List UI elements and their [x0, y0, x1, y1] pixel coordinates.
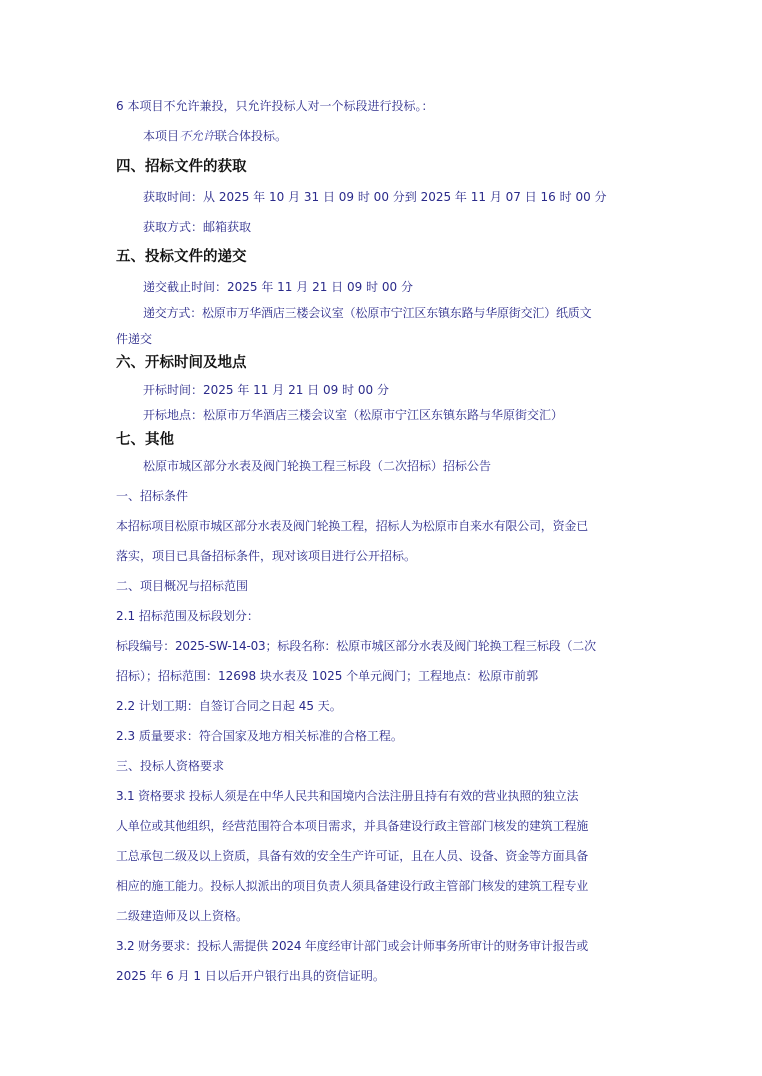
financial-text-line-1: 3.2 财务要求：投标人需提供 2024 年度经审计部门或会计师事务所审计的财务审计报告或 [116, 939, 589, 953]
opening-place: 开标地点：松原市万华酒店三楼会议室（松原市宁江区东镇东路与华原街交汇） [143, 408, 564, 422]
scope-subheading: 2.1 招标范围及标段划分： [116, 609, 259, 623]
scope-text-line-1: 标段编号：2025-SW-14-03；标段名称：松原市城区部分水表及阀门轮换工程三标段（二次 [116, 639, 596, 653]
section-5-heading: 五、投标文件的递交 [116, 249, 247, 265]
submission-method-line-2: 件递交 [116, 332, 153, 346]
consortium-line [143, 128, 287, 144]
qualification-text-line-3: 工总承包二级及以上资质，具备有效的安全生产许可证，且在人员、设备、资金等方面具备 [116, 849, 589, 863]
conditions-text-line-2: 落实，项目已具备招标条件，现对该项目进行公开招标。 [116, 549, 417, 563]
consortium-prefix: 本项目 [143, 129, 180, 143]
consortium-suffix: 联合体投标。 [215, 129, 288, 143]
acquisition-time: 获取时间：从 2025 年 10 月 31 日 09 时 00 分到 2025 年 11 月 07 日 16 时 00 分 [143, 190, 607, 204]
acquisition-method: 获取方式：邮箱获取 [143, 220, 252, 234]
section-7-heading: 七、其他 [116, 432, 174, 448]
consortium-emphasis: 不允许 [179, 129, 216, 143]
qualification-text-line-4: 相应的施工能力。投标人拟派出的项目负责人须具备建设行政主管部门核发的建筑工程专业 [116, 879, 589, 893]
item-6-text: 6 本项目不允许兼投，只允许投标人对一个标段进行投标。： [116, 99, 434, 113]
submission-method-line-1: 递交方式：松原市万华酒店三楼会议室（松原市宁江区东镇东路与华原街交汇）纸质文 [143, 306, 592, 320]
conditions-text-line-1: 本招标项目松原市城区部分水表及阀门轮换工程，招标人为松原市自来水有限公司，资金已 [116, 519, 589, 533]
opening-time: 开标时间：2025 年 11 月 21 日 09 时 00 分 [143, 383, 389, 397]
section-4-heading: 四、招标文件的获取 [116, 159, 247, 175]
qualification-text-line-2: 人单位或其他组织，经营范围符合本项目需求，并具备建设行政主管部门核发的建筑工程施 [116, 819, 589, 833]
overview-heading: 二、项目概况与招标范围 [116, 579, 249, 593]
section-6-heading: 六、开标时间及地点 [116, 355, 247, 371]
scope-text-line-2: 招标）；招标范围：12698 块水表及 1025 个单元阀门；工程地点：松原市前郭 [116, 669, 539, 683]
qualification-text-line-5: 二级建造师及以上资格。 [116, 909, 249, 923]
qualification-text-line-1: 3.1 资格要求 投标人须是在中华人民共和国境内合法注册且持有有效的营业执照的独立法 [116, 789, 579, 803]
qualification-heading: 三、投标人资格要求 [116, 759, 225, 773]
conditions-heading: 一、招标条件 [116, 489, 189, 503]
quality-text: 2.3 质量要求：符合国家及地方相关标准的合格工程。 [116, 729, 403, 743]
financial-text-line-2: 2025 年 6 月 1 日以后开户银行出具的资信证明。 [116, 969, 385, 983]
notice-title: 松原市城区部分水表及阀门轮换工程三标段（二次招标）招标公告 [143, 459, 492, 473]
submission-deadline: 递交截止时间：2025 年 11 月 21 日 09 时 00 分 [143, 280, 413, 294]
schedule-text: 2.2 计划工期：自签订合同之日起 45 天。 [116, 699, 342, 713]
